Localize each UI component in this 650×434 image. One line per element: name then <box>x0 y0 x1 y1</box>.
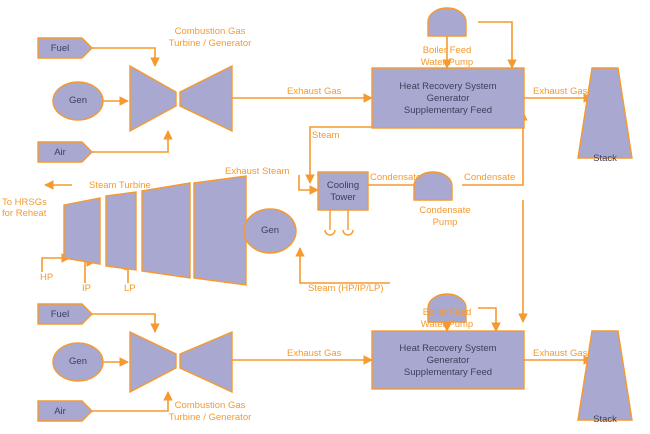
arrow-fuel-top-to-turbine <box>92 48 155 66</box>
gen-top-label: Gen <box>69 95 87 106</box>
combustion-gas-turbine-top-label-line2: Turbine / Generator <box>168 38 252 49</box>
fuel-top-label: Fuel <box>50 43 70 54</box>
to-hrsgs-for-reheat-label-line2: for Reheat <box>2 208 47 219</box>
hrsg-bottom-label-line1: Heat Recovery System <box>399 343 497 354</box>
cooling-tower-shape <box>318 172 368 210</box>
combustion-gas-turbine-bottom-label-line2: Turbine / Generator <box>168 412 252 423</box>
gen-steam-label: Gen <box>261 225 279 236</box>
stack-bottom-label: Stack <box>593 414 617 425</box>
arrow-exhaust-steam-to-cooling <box>299 175 318 190</box>
hrsg-bottom-label-line2: Generator <box>426 355 470 366</box>
gas-turbine-top-compressor <box>130 66 176 131</box>
to-hrsgs-for-reheat-label-line1: To HRSGs <box>2 197 47 208</box>
arrow-air-top-to-turbine <box>92 131 168 152</box>
stack-bottom-shape <box>578 331 632 420</box>
boiler-feed-water-pump-top-label-line2: Water Pump <box>420 57 474 68</box>
gen-bottom-label: Gen <box>69 356 87 367</box>
lp-label: LP <box>124 283 136 294</box>
fuel-bottom-label: Fuel <box>50 309 70 320</box>
steam-top-label: Steam <box>312 130 340 141</box>
exhaust-gas-top-right-label: Exhaust Gas <box>533 86 588 97</box>
exhaust-gas-bottom-left-label: Exhaust Gas <box>287 348 342 359</box>
arrow-hp-return <box>42 258 70 272</box>
stack-top-shape <box>578 68 632 158</box>
combustion-gas-turbine-bottom-label-line1: Combustion Gas <box>174 400 246 411</box>
boiler-feed-water-pump-top-label-line1: Boiler Feed <box>422 45 472 56</box>
combustion-gas-turbine-top-label-line1: Combustion Gas <box>174 26 246 37</box>
cooling-tower-legs <box>325 210 353 235</box>
steam-turbine-label: Steam Turbine <box>89 180 151 191</box>
steam-hp-ip-lp-label: Steam (HP/IP/LP) <box>308 283 384 294</box>
exhaust-gas-bottom-right-label: Exhaust Gas <box>533 348 588 359</box>
hrsg-top-label-line3: Supplementary Feed <box>403 105 493 116</box>
exhaust-gas-top-left-label: Exhaust Gas <box>287 86 342 97</box>
hrsg-top-label-line1: Heat Recovery System <box>399 81 497 92</box>
exhaust-steam-label: Exhaust Steam <box>225 166 290 177</box>
hrsg-bottom-label-line3: Supplementary Feed <box>403 367 493 378</box>
condensate-pump-label-line2: Pump <box>432 217 458 228</box>
cooling-tower-label-line1: Cooling <box>326 180 360 191</box>
steam-turbine-lp1-shape <box>142 183 190 278</box>
steam-turbine-ip-shape <box>106 192 136 270</box>
gas-turbine-bottom-compressor <box>130 332 176 392</box>
hp-label: HP <box>40 272 54 283</box>
condensate-right-label: Condensate <box>464 172 516 183</box>
hrsg-top-label-line2: Generator <box>426 93 470 104</box>
arrow-steam-hp-ip-lp <box>300 248 390 283</box>
gas-turbine-bottom-expander <box>180 332 232 392</box>
stack-top-label: Stack <box>593 153 617 164</box>
air-top-label: Air <box>54 147 66 158</box>
ip-label: IP <box>82 283 91 294</box>
steam-turbine-lp2-shape <box>194 176 246 285</box>
boiler-feed-water-pump-bottom-label-line2: Water Pump <box>420 319 474 330</box>
boiler-feed-water-pump-bottom-label-line1: Boiler Feed <box>422 307 472 318</box>
condensate-pump-label-line1: Condensate <box>419 205 471 216</box>
boiler-feed-water-pump-top-shape <box>428 8 466 36</box>
gas-turbine-top-expander <box>180 66 232 131</box>
steam-turbine-hp-shape <box>64 198 100 264</box>
air-bottom-label: Air <box>54 406 66 417</box>
arrow-fuel-bottom-to-turbine <box>92 314 155 332</box>
arrow-ip-return <box>85 262 95 283</box>
equipment-shapes-group <box>38 8 632 421</box>
condensate-left-label: Condensate <box>370 172 422 183</box>
cooling-tower-label-line2: Tower <box>330 192 356 203</box>
